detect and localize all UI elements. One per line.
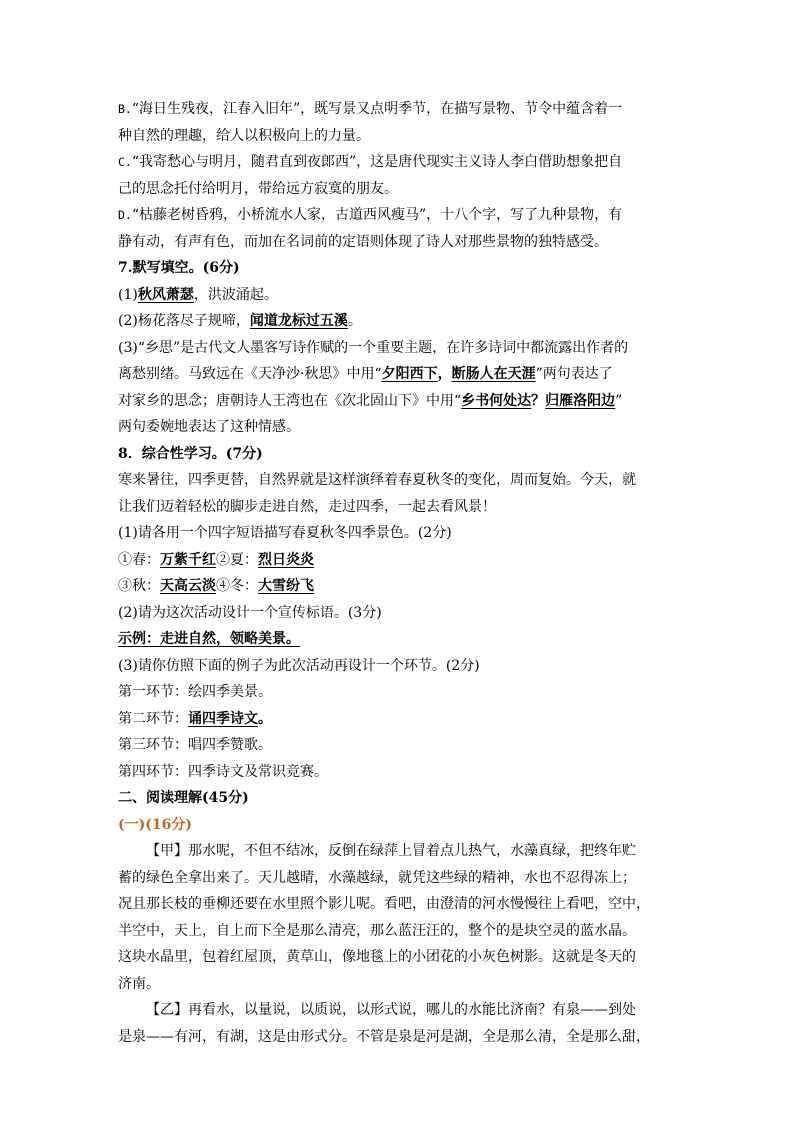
passage-jia-line5: 这块水晶里，包着红屋顶，黄草山，像地毯上的小团花的小灰色树影。这就是冬天的 bbox=[118, 949, 636, 965]
q7-answer-2: 闻道龙标过五溪 bbox=[249, 313, 348, 329]
option-d-line1: D.“枯藤老树昏鸦，小桥流水人家，古道西风瘦马”，十八个字，写了九种景物，有 bbox=[118, 207, 623, 223]
part2-subsection: (一)(16分) bbox=[118, 816, 192, 833]
q7-title: 7.默写填空。(6分) bbox=[118, 260, 240, 276]
option-b-line1: B.“海日生残夜，江春入旧年”，既写景又点明季节，在描写景物、节令中蕴含着一 bbox=[118, 101, 623, 117]
q7-answer-3d: 归雁洛阳边 bbox=[545, 392, 616, 409]
q7-item3-line3: 对家乡的思念；唐朝诗人王湾也在《次北固山下》中用“乡书何处达？归雁洛阳边” bbox=[118, 392, 623, 409]
passage-jia-line3: 况且那长枝的垂柳还要在水里照个影儿呢。看吧，由澄清的河水慢慢往上看吧，空中， bbox=[118, 896, 650, 912]
q8-autumn-winter: ③秋：天高云淡④冬：大雪纷飞 bbox=[118, 578, 314, 594]
passage-jia-line1: 【甲】那水呢，不但不结冰，反倒在绿萍上冒着点儿热气，水藻真绿，把终年贮 bbox=[146, 843, 636, 859]
q7-answer-3a: 夕阳西下 bbox=[381, 366, 438, 382]
autumn-answer: 天高云淡 bbox=[160, 578, 216, 594]
summer-answer: 烈日炎炎 bbox=[258, 551, 314, 568]
option-b-line2: 种自然的理趣，给人以积极向上的力量。 bbox=[118, 127, 370, 144]
q8-step3: 第三环节：唱四季赞歌。 bbox=[118, 737, 272, 753]
document-page bbox=[118, 96, 680, 1050]
q8-intro-line1: 寒来暑往，四季更替，自然界就是这样演绎着春夏秋冬的变化，周而复始。今天，就 bbox=[118, 472, 636, 488]
q8-sub3: (3)请你仿照下面的例子为此次活动再设计一个环节。(2分) bbox=[118, 657, 480, 674]
part2-title: 二、阅读理解(45分) bbox=[118, 790, 249, 806]
q8-sub2-answer bbox=[118, 626, 680, 653]
q8-spring-summer: ①春：万紫千红②夏：烈日炎炎 bbox=[118, 551, 314, 568]
q8-title: 8．综合性学习。(7分) bbox=[118, 445, 263, 462]
spring-answer: 万紫千红 bbox=[160, 551, 216, 568]
q7-item3-line4: 两句委婉地表达了这种情感。 bbox=[118, 419, 300, 435]
q7-item3-line1: (3)“乡思”是古代文人墨客写诗作赋的一个重要主题，在许多诗词中都流露出作者的 bbox=[118, 339, 629, 356]
q7-answer-1: 秋风萧瑟 bbox=[137, 286, 194, 303]
option-c-line1: C.“我寄愁心与明月，随君直到夜郎西”，这是唐代现实主义诗人李白借助想象把自 bbox=[118, 154, 623, 170]
passage-jia-line4: 半空中，天上，自上而下全是那么清亮，那么蓝汪汪的，整个的是块空灵的蓝水晶。 bbox=[118, 922, 636, 939]
q8-intro-line2: 让我们迈着轻松的脚步走进自然，走过四季，一起去看风景！ bbox=[118, 498, 496, 515]
passage-yi-line2: 是泉——有河，有湖，这是由形式分。不管是泉是河是湖，全是那么清，全是那么甜， bbox=[118, 1028, 650, 1045]
step2-answer: 诵四季诗文 bbox=[188, 710, 258, 727]
q8-step4: 第四环节：四季诗文及常识竞赛。 bbox=[118, 763, 328, 780]
q7-item3-line2: 离愁别绪。马致远在《天净沙·秋思》中用“夕阳西下，断肠人在天涯”两句表达了 bbox=[118, 366, 613, 382]
q8-step1: 第一环节：绘四季美景。 bbox=[118, 684, 272, 700]
q8-sub1: (1)请各用一个四字短语描写春夏秋冬四季景色。(2分) bbox=[118, 525, 452, 541]
q8-sub2: (2)请为这次活动设计一个宣传标语。(3分) bbox=[118, 604, 382, 621]
winter-answer: 大雪纷飞 bbox=[258, 578, 314, 594]
option-d-line2: 静有动，有声有色，而加在名词前的定语则体现了诗人对那些景物的独特感受。 bbox=[118, 233, 608, 250]
q8-step2: 第二环节：诵四季诗文。 bbox=[118, 710, 272, 727]
q7-answer-3b: 断肠人在天涯 bbox=[451, 366, 536, 382]
q7-item1: (1)秋风萧瑟，洪波涌起。 bbox=[118, 286, 278, 303]
slogan-answer: 示例：走进自然，领略美景。 bbox=[118, 631, 300, 647]
passage-yi-line1: 【乙】再看水，以量说，以质说，以形式说，哪儿的水能比济南？有泉——到处 bbox=[146, 1002, 636, 1018]
q7-item2: (2)杨花落尽子规啼，闻道龙标过五溪。 bbox=[118, 313, 362, 329]
passage-jia-line6: 济南。 bbox=[118, 975, 160, 992]
option-c-line2: 己的思念托付给明月，带给远方寂寞的朋友。 bbox=[118, 180, 398, 197]
q7-answer-3c: 乡书何处达 bbox=[461, 392, 532, 409]
passage-jia-line2: 蓄的绿色全拿出来了。天儿越晴，水藻越绿，就凭这些绿的精神，水也不忍得冻上； bbox=[118, 869, 636, 886]
